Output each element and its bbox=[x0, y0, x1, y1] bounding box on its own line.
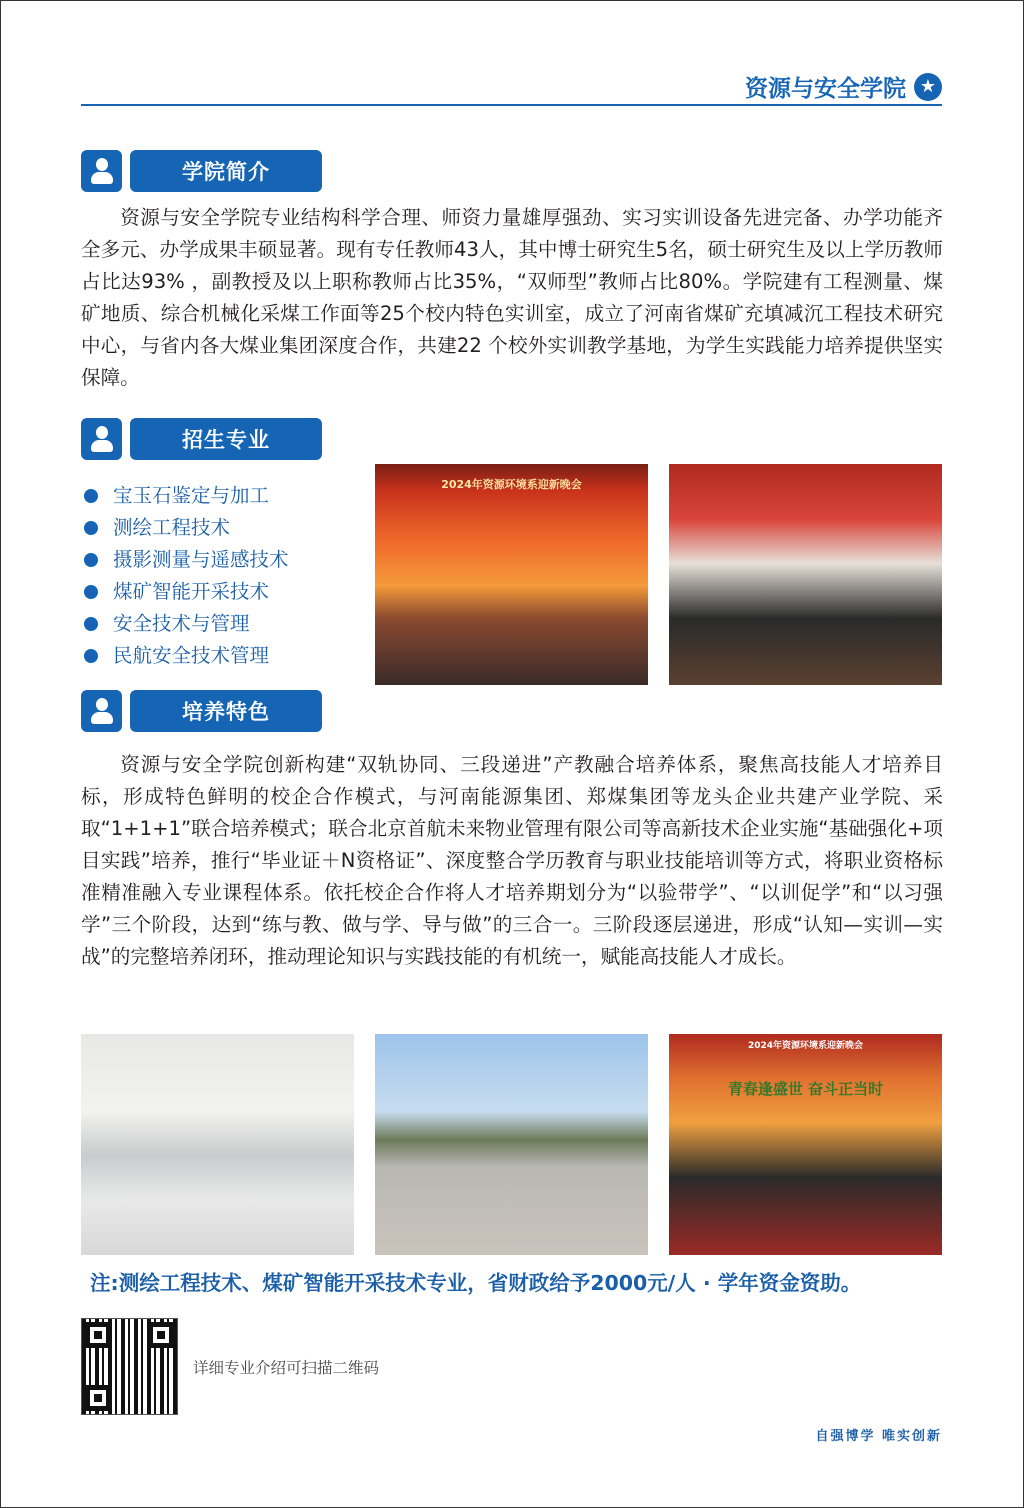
photo-award-ceremony bbox=[669, 464, 942, 685]
section-title: 培养特色 bbox=[130, 690, 322, 732]
section-heading-intro bbox=[81, 150, 322, 192]
bullet-icon bbox=[84, 521, 98, 535]
photo-banner-text: 2024年资源环境系迎新晚会 bbox=[747, 1041, 864, 1051]
college-title: 资源与安全学院 bbox=[745, 76, 906, 102]
major-label: 民航安全技术管理 bbox=[113, 644, 270, 667]
star-icon: ★ bbox=[914, 73, 942, 101]
major-label: 摄影测量与遥感技术 bbox=[113, 548, 289, 571]
person-icon bbox=[81, 418, 122, 460]
list-item bbox=[81, 480, 289, 512]
bullet-icon bbox=[84, 617, 98, 631]
section-title: 招生专业 bbox=[130, 418, 322, 460]
qr-caption: 详细专业介绍可扫描二维码 bbox=[193, 1359, 380, 1377]
photo-classroom bbox=[81, 1034, 354, 1255]
major-label: 宝玉石鉴定与加工 bbox=[113, 484, 270, 507]
photo-group-performance bbox=[669, 1034, 942, 1255]
page-header bbox=[745, 70, 942, 103]
list-item bbox=[81, 576, 289, 608]
photo-banner-text: 2024年资源环境系迎新晚会 bbox=[441, 478, 582, 491]
majors-list bbox=[81, 480, 289, 672]
qr-code[interactable] bbox=[81, 1318, 178, 1415]
features-paragraph: 资源与安全学院创新构建“双轨协同、三段递进”产教融合培养体系，聚焦高技能人才培养目标，形成特色鲜明的校企合作模式，与河南能源集团、郑煤集团等龙头企业共建产业学院、采取“1+1+1”联合培养模式；联合北京首航未来物业管理有限公司等高新技术企业实施“基础强化+项目实践”培养，推行“毕业证＋N资格证”、深度整合学历教育与职业技能培训等方式，将职业资格标准精准融入专业课程体系。依托校企合作将人才培养期划分为“以验带学”、“以训促学”和“以习强学”三个阶段，达到“练与教、做与学、导与做”的三合一。三阶段逐层递进，形成“认知—实训—实战”的完整培养闭环，推动理论知识与实践技能的有机统一，赋能高技能人才成长。 bbox=[81, 753, 943, 968]
bullet-icon bbox=[84, 553, 98, 567]
person-icon bbox=[81, 150, 122, 192]
major-label: 测绘工程技术 bbox=[113, 516, 231, 539]
list-item bbox=[81, 640, 289, 672]
footer-slogan: 自强博学 唯实创新 bbox=[815, 1429, 942, 1444]
list-item bbox=[81, 608, 289, 640]
list-item bbox=[81, 544, 289, 576]
section-heading-features bbox=[81, 690, 322, 732]
intro-paragraph: 资源与安全学院专业结构科学合理、师资力量雄厚强劲、实习实训设备先进完备、办学功能齐全多元、办学成果丰硕显著。现有专任教师43人，其中博士研究生5名，硕士研究生及以上学历教师占比达93% ，副教授及以上职称教师占比35%，“双师型”教师占比80%。学院建有工程测量、煤矿地质、综合机械化采煤工作面等25个校内特色实训室，成立了河南省煤矿充填减沉工程技术研究中心，与省内各大煤业集团深度合作，共建22 个校外实训教学基地，为学生实践能力培养提供坚实保障。 bbox=[81, 206, 943, 389]
major-label: 煤矿智能开采技术 bbox=[113, 580, 270, 603]
person-icon bbox=[81, 690, 122, 732]
bullet-icon bbox=[84, 585, 98, 599]
funding-note: 注:测绘工程技术、煤矿智能开采技术专业，省财政给予2000元/人 · 学年资金资助。 bbox=[90, 1271, 862, 1295]
photo-surveying-practice bbox=[375, 1034, 648, 1255]
major-label: 安全技术与管理 bbox=[113, 612, 250, 635]
bullet-icon bbox=[84, 489, 98, 503]
header-divider bbox=[81, 104, 942, 106]
section-heading-majors bbox=[81, 418, 322, 460]
section-title: 学院简介 bbox=[130, 150, 322, 192]
photo-banner-slogan: 青春逢盛世 奋斗正当时 bbox=[727, 1080, 884, 1098]
bullet-icon bbox=[84, 649, 98, 663]
photo-welcome-party-stage bbox=[375, 464, 648, 685]
list-item bbox=[81, 512, 289, 544]
